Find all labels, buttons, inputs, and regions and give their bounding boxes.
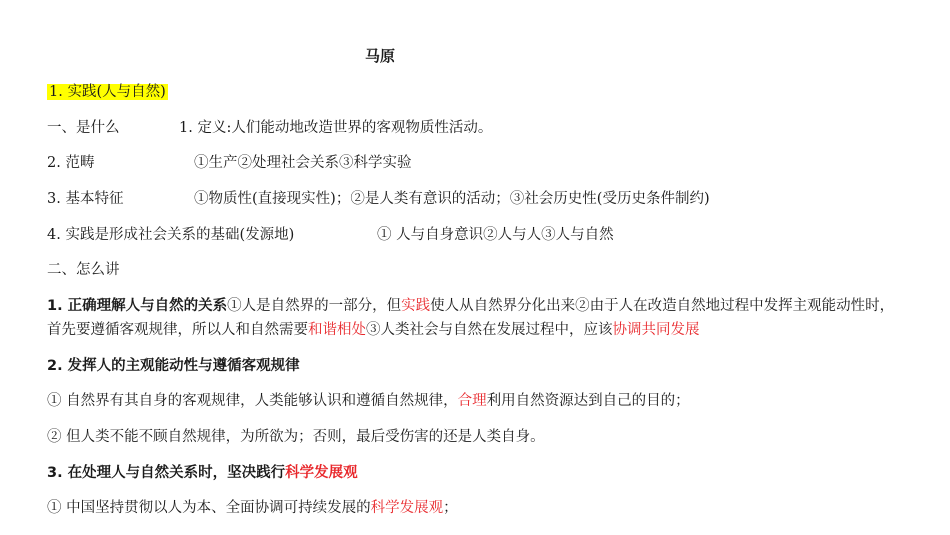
paragraph-2-point-1 (47, 391, 690, 411)
highlighted-heading: 1. 实践(人与自然) (49, 84, 166, 100)
point-3-text-b: ； (443, 500, 458, 516)
features-row (47, 189, 710, 209)
point-1-text-a: ① 自然界有其自身的客观规律，人类能够认识和遵循自然规律， (47, 393, 458, 409)
paragraph-1-text-d: ③人类社会与自然在发展过程中，应该 (366, 322, 613, 338)
emphasis-scientific-outlook: 科学发展观 (285, 465, 358, 481)
how-heading: 二、怎么讲 (47, 262, 120, 278)
category-row (47, 153, 412, 173)
what-label: 一、是什么 (47, 120, 120, 136)
emphasis-reasonable: 合理 (457, 393, 487, 409)
point-1-text-b: 利用自然资源达到自己的目的； (486, 393, 690, 409)
paragraph-1-heading: 1. 正确理解人与自然的关系 (47, 298, 228, 314)
paragraph-2-point-2: ② 但人类不能不顾自然规律，为所欲为；否则，最后受伤害的还是人类自身。 (47, 429, 545, 445)
basis-row (47, 225, 614, 245)
paragraph-3-heading (47, 463, 358, 483)
paragraph-1-text-b: 使人从自然界分化出来②由于人在改造自然地过程中发挥主观能动性时， (430, 298, 895, 314)
basis-label: 4. 实践是形成社会关系的基础(发源地) (47, 227, 295, 243)
basis-value: ① 人与自身意识②人与人③人与自然 (377, 227, 614, 243)
emphasis-scientific-outlook-2: 科学发展观 (370, 500, 444, 516)
paragraph-2-heading: 2. 发挥人的主观能动性与遵循客观规律 (47, 358, 300, 374)
emphasis-practice: 实践 (401, 298, 431, 314)
point-3-text-a: ① 中国坚持贯彻以人为本、全面协调可持续发展的 (47, 500, 371, 516)
category-value: ①生产②处理社会关系③科学实验 (194, 155, 412, 171)
features-label: 3. 基本特征 (47, 191, 124, 207)
category-label: 2. 范畴 (47, 155, 95, 171)
definition-text: 1. 定义:人们能动地改造世界的客观物质性活动。 (179, 120, 493, 136)
paragraph-3-point-1 (47, 498, 458, 518)
emphasis-coordinated-development: 协调共同发展 (612, 322, 700, 338)
paragraph-3-heading-text: 3. 在处理人与自然关系时，坚决践行 (47, 465, 286, 481)
section-heading (47, 82, 168, 102)
features-value: ①物质性(直接现实性)；②是人类有意识的活动；③社会历史性(受历史条件制约) (194, 191, 710, 207)
emphasis-harmony: 和谐相处 (308, 322, 366, 338)
paragraph-1-text-c: 首先要遵循客观规律，所以人和自然需要 (47, 322, 308, 338)
paragraph-1-line-1 (47, 296, 894, 316)
paragraph-1-text-a: ①人是自然界的一部分，但 (227, 298, 402, 314)
page-title: 马原 (364, 47, 395, 65)
paragraph-1-line-2 (47, 320, 700, 340)
what-row (47, 118, 493, 138)
